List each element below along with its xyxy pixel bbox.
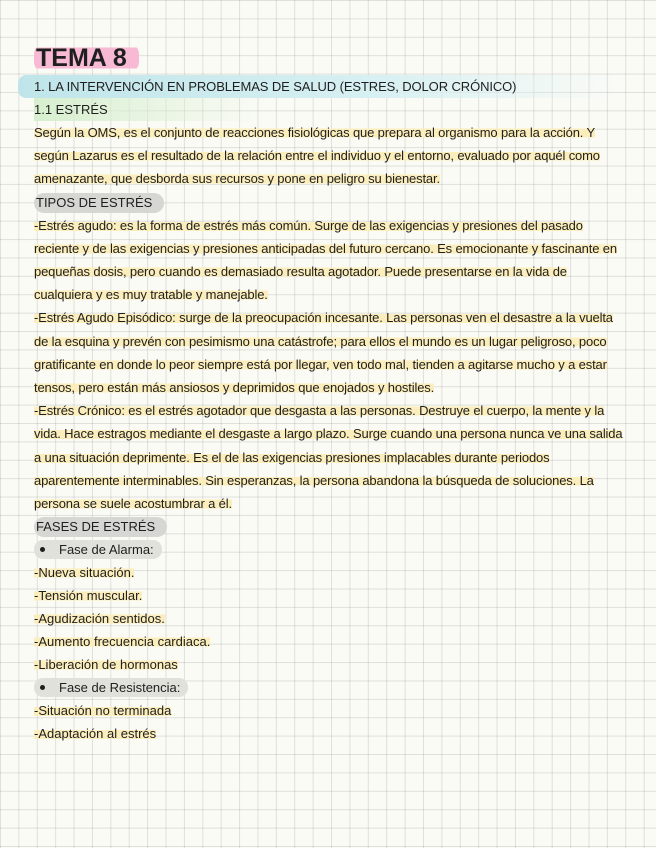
type-episodic-paragraph: -Estrés Agudo Episódico: surge de la preocupación incesante. Las personas ven el desastre a la vuelta de la esquina y prevén con pesimismo una catástrofe; para ellos el mundo es un lugar peligroso, poco gratificante en donde lo peor siempre está por llegar, ven todo mal, tienden a agitarse mucho y a estar tensos, pero están más ansiosos y deprimidos que enojados y hostiles. — [34, 310, 613, 396]
phase-resistance-label: Fase de Resistencia: — [34, 678, 188, 697]
section-heading: 1. LA INTERVENCIÓN EN PROBLEMAS DE SALUD (ESTRES, DOLOR CRÓNICO) — [18, 75, 624, 98]
list-item: -Agudización sentidos. — [34, 611, 165, 627]
document-page — [34, 44, 624, 745]
subsection-heading: 1.1 ESTRÉS — [34, 98, 624, 121]
page-title: TEMA 8 — [34, 44, 624, 72]
list-item: -Liberación de hormonas — [34, 657, 178, 673]
bullet-icon — [40, 685, 45, 690]
phase-alarm — [34, 538, 624, 676]
list-item: -Situación no terminada — [34, 703, 172, 719]
types-heading: TIPOS DE ESTRÉS — [34, 193, 164, 213]
list-item: -Aumento frecuencia cardiaca. — [34, 634, 211, 650]
type-chronic-paragraph: -Estrés Crónico: es el estrés agotador que desgasta a las personas. Destruye el cuerpo, la mente y la vida. Hace estragos mediante el desgaste a largo plazo. Surge cuando una persona nunca ve una salida a una situación deprimente. Es el de las exigencias presiones implacables durante periodos aparentemente interminables. Sin esperanzas, la persona abandona la búsqueda de soluciones. La persona se suele acostumbrar a él. — [34, 403, 623, 512]
type-acute-paragraph: -Estrés agudo: es la forma de estrés más común. Surge de las exigencias y presiones del pasado reciente y de las exigencias y presiones anticipadas del futuro cercano. Es emocionante y fascinante en pequeñas dosis, pero cuando es demasiado resulta agotador. Puede presentarse en la vida de cualquiera y es muy tratable y manejable. — [34, 217, 617, 303]
phases-heading: FASES DE ESTRÉS — [34, 517, 167, 537]
phase-resistance — [34, 676, 624, 745]
phase-alarm-label: Fase de Alarma: — [34, 540, 162, 559]
list-item: -Adaptación al estrés — [34, 726, 157, 742]
list-item: -Nueva situación. — [34, 565, 135, 581]
list-item: -Tensión muscular. — [34, 588, 143, 604]
bullet-icon — [40, 547, 45, 552]
intro-paragraph: Según la OMS, es el conjunto de reacciones fisiológicas que prepara al organismo para la acción. Y según Lazarus es el resultado de la relación entre el individuo y el entorno, evaluado por aquél como amenazante, que desborda sus recursos y pone en peligro su bienestar. — [34, 125, 600, 187]
